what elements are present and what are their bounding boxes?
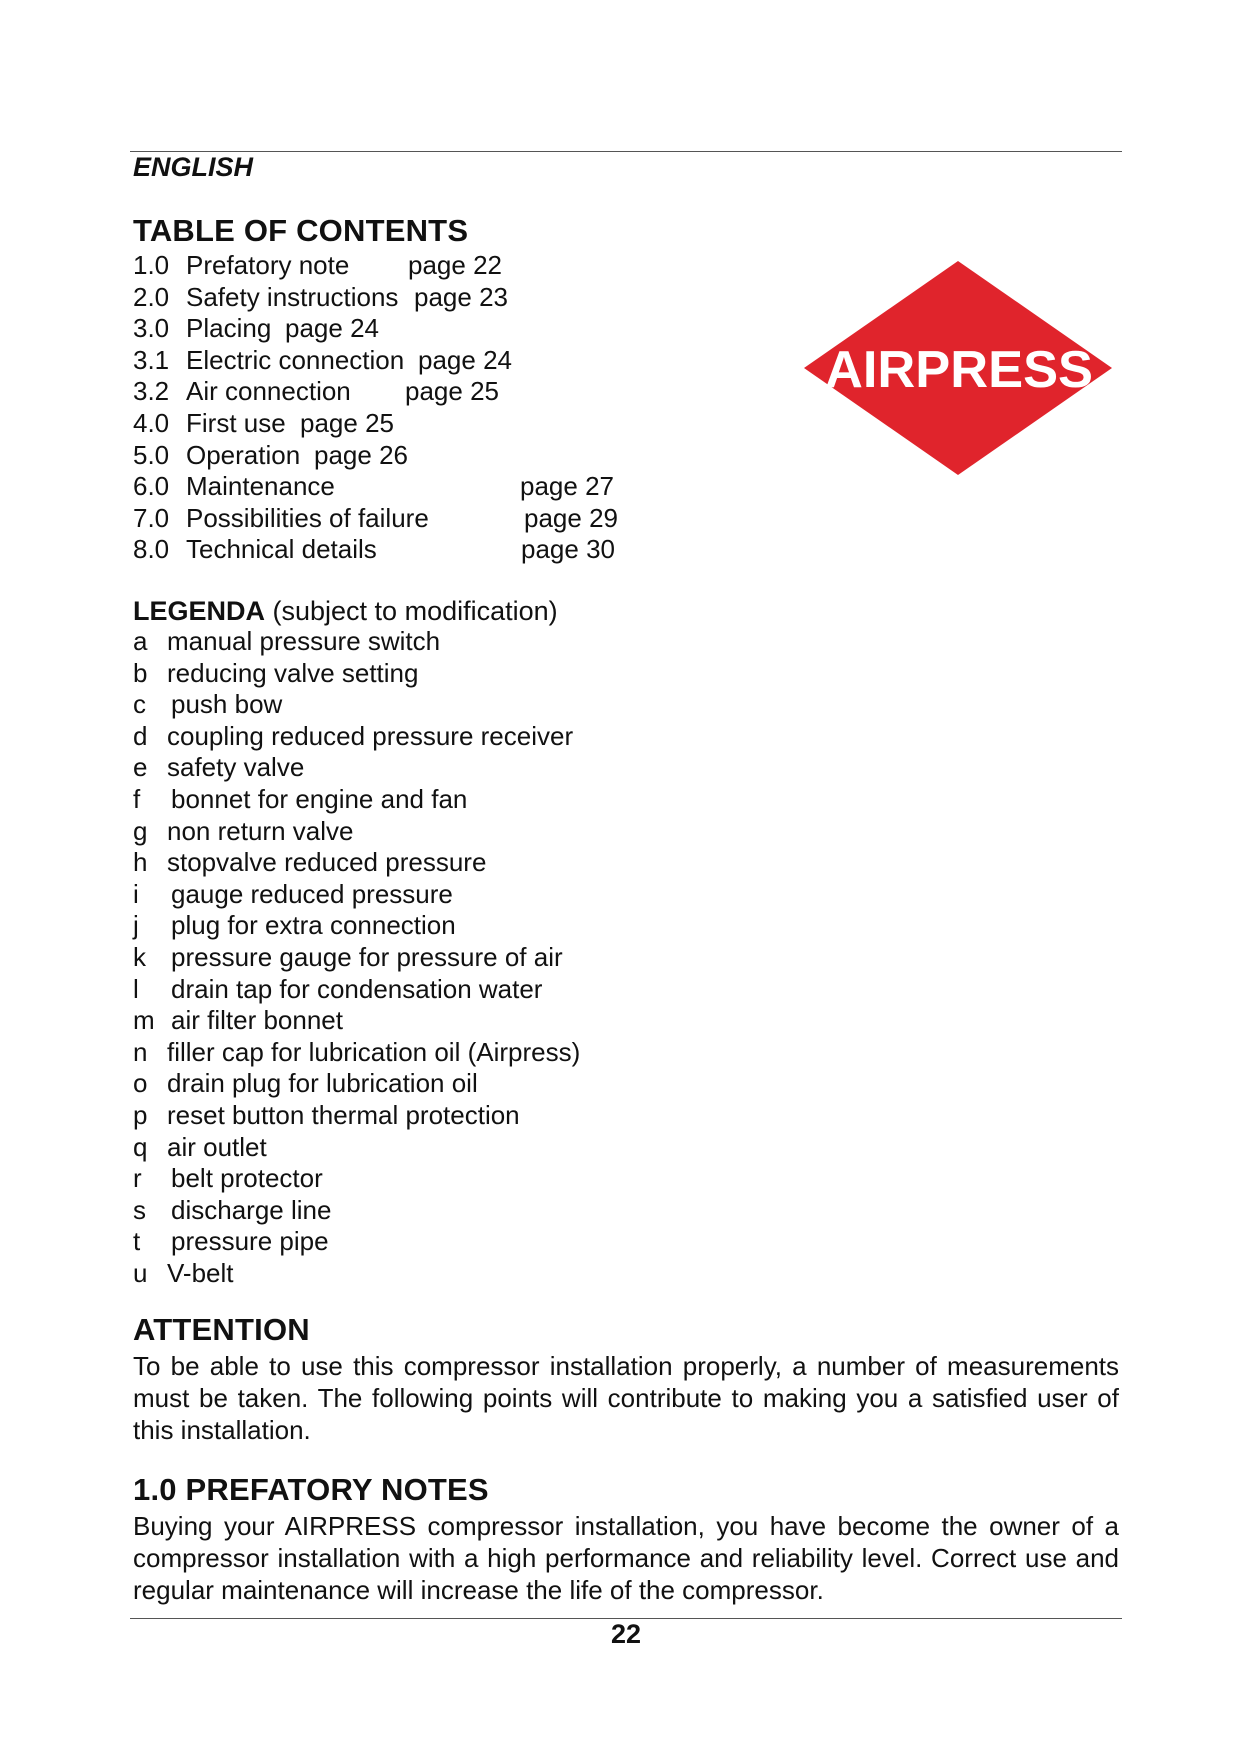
legend-item-description: manual pressure switch bbox=[167, 626, 441, 656]
airpress-logo bbox=[802, 259, 1114, 478]
toc-item-title: Safety instructions bbox=[186, 281, 399, 312]
toc-item-page: page 30 bbox=[521, 534, 615, 565]
legend-note: (subject to modification) bbox=[265, 596, 558, 626]
toc-item-page: page 23 bbox=[414, 281, 508, 312]
legend-item-key: i bbox=[133, 878, 139, 909]
legend-item-key: o bbox=[133, 1068, 148, 1099]
legend-item-description: drain tap for condensation water bbox=[171, 973, 543, 1004]
language-label: ENGLISH bbox=[133, 152, 254, 182]
legend-item-description: V-belt bbox=[167, 1257, 234, 1288]
legend-item-key: q bbox=[133, 1131, 148, 1162]
toc-item-number: 5.0 bbox=[133, 439, 170, 470]
toc-item-number: 2.0 bbox=[133, 281, 170, 312]
legend-item-description: plug for extra connection bbox=[171, 910, 456, 941]
legend-item-key: g bbox=[133, 815, 148, 846]
toc-item-title: Operation bbox=[186, 439, 301, 470]
toc-item-number: 3.1 bbox=[133, 344, 170, 375]
toc-item-title: Possibilities of failure bbox=[186, 502, 429, 533]
legend-item-key: f bbox=[133, 783, 141, 814]
toc-item-number: 1.0 bbox=[133, 250, 170, 280]
toc-item-page: page 27 bbox=[520, 471, 614, 502]
legend-item-description: pressure gauge for pressure of air bbox=[171, 941, 563, 972]
toc-item-number: 8.0 bbox=[133, 534, 170, 565]
toc-item-number: 6.0 bbox=[133, 471, 170, 502]
toc-item-title: Prefatory note bbox=[186, 250, 350, 280]
legend-item-key: m bbox=[133, 1005, 155, 1036]
legend-item-key: j bbox=[133, 910, 139, 941]
toc-item-title: Placing bbox=[186, 313, 272, 344]
legend-item-description: gauge reduced pressure bbox=[171, 878, 453, 909]
legend-title bbox=[133, 593, 558, 629]
legend-item-key: r bbox=[133, 1163, 142, 1194]
toc-item-number: 7.0 bbox=[133, 502, 170, 533]
page-number: 22 bbox=[610, 1619, 642, 1649]
legend-item-key: h bbox=[133, 847, 148, 878]
legend-item-key: t bbox=[133, 1226, 141, 1257]
attention-text: To be able to use this compressor installation properly, a number of measurements must be taken. The following points will contribute to making you a satisfied user of this installation. bbox=[133, 1351, 1119, 1445]
legend-item-key: b bbox=[133, 657, 148, 688]
toc-item-page: page 24 bbox=[418, 344, 512, 375]
toc-item-page: page 29 bbox=[524, 502, 618, 533]
legend-item-key: n bbox=[133, 1036, 148, 1067]
legend-item-description: push bow bbox=[171, 689, 283, 720]
legend-item-description: bonnet for engine and fan bbox=[171, 783, 468, 814]
legend-title-label: LEGENDA bbox=[133, 596, 266, 626]
legend-item-description: filler cap for lubrication oil (Airpress) bbox=[167, 1036, 581, 1067]
toc-item-title: Maintenance bbox=[186, 471, 335, 502]
toc-title: TABLE OF CONTENTS bbox=[133, 213, 469, 248]
legend-item-description: drain plug for lubrication oil bbox=[167, 1068, 478, 1099]
legend-item-description: air outlet bbox=[167, 1131, 267, 1162]
legend-item-key: d bbox=[133, 720, 148, 751]
legend-item-description: belt protector bbox=[171, 1163, 323, 1194]
toc-item-page: page 22 bbox=[408, 250, 502, 280]
legend-item-key: p bbox=[133, 1099, 148, 1130]
legend-item-description: air filter bonnet bbox=[171, 1005, 343, 1036]
prefatory-notes-title: 1.0 PREFATORY NOTES bbox=[133, 1472, 489, 1507]
toc-item-title: Air connection bbox=[186, 376, 351, 407]
toc-item-title: Electric connection bbox=[186, 344, 405, 375]
legend-item-description: coupling reduced pressure receiver bbox=[167, 720, 574, 751]
legend-item-description: safety valve bbox=[167, 752, 305, 783]
toc-item-page: page 25 bbox=[300, 407, 394, 438]
legend-item-description: stopvalve reduced pressure bbox=[167, 847, 487, 878]
header-rule bbox=[130, 151, 1122, 152]
toc-item-title: Technical details bbox=[186, 534, 377, 565]
legend-item-description: non return valve bbox=[167, 815, 354, 846]
legend-item-key: c bbox=[133, 689, 146, 720]
legend-item-key: l bbox=[133, 973, 139, 1004]
legend-item-key: k bbox=[133, 941, 146, 972]
toc-item-number: 3.0 bbox=[133, 313, 170, 344]
legend-item-key: u bbox=[133, 1257, 148, 1288]
prefatory-notes-text: Buying your AIRPRESS compressor installation, you have become the owner of a compressor installation with a high performance and reliability level. Correct use and regular maintenance will increase the life of the compressor. bbox=[133, 1511, 1119, 1605]
logo-text: AIRPRESS bbox=[825, 341, 1093, 399]
legend-item-key: e bbox=[133, 752, 148, 783]
legend-item-description: reset button thermal protection bbox=[167, 1099, 520, 1130]
toc-item-page: page 26 bbox=[314, 439, 408, 470]
legend-item-key: a bbox=[133, 626, 148, 656]
toc-item-number: 3.2 bbox=[133, 376, 170, 407]
legend-item-description: pressure pipe bbox=[171, 1226, 329, 1257]
legend-item-description: reducing valve setting bbox=[167, 657, 419, 688]
toc-item-number: 4.0 bbox=[133, 407, 170, 438]
attention-title: ATTENTION bbox=[133, 1312, 310, 1347]
legend-item-key: s bbox=[133, 1194, 146, 1225]
legend-item-description: discharge line bbox=[171, 1194, 332, 1225]
toc-item-title: First use bbox=[186, 407, 286, 438]
toc-item-page: page 24 bbox=[285, 313, 379, 344]
toc-item-page: page 25 bbox=[405, 376, 499, 407]
